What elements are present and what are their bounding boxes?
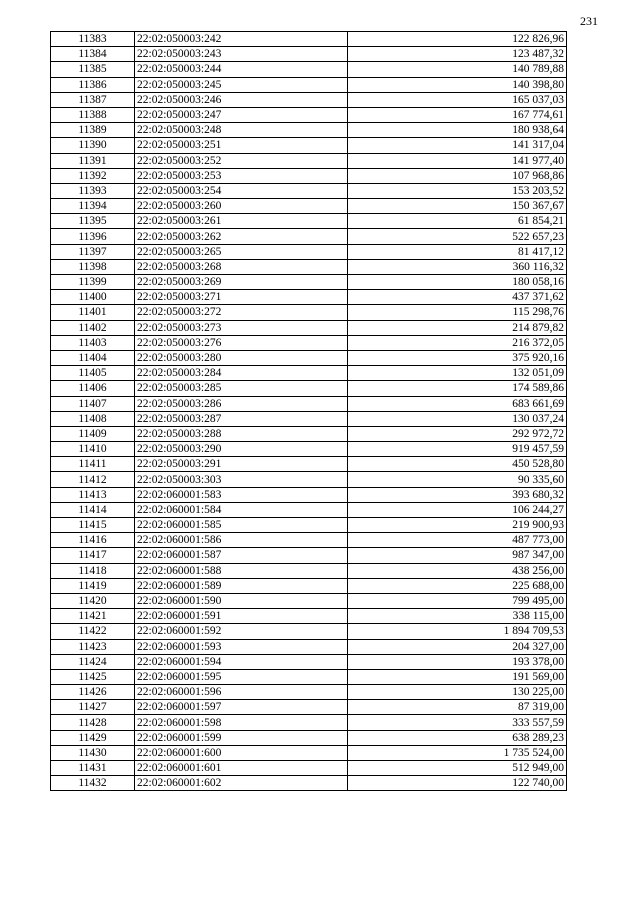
row-number-cell: 11425 [51,669,135,684]
cadastral-number-cell: 22:02:050003:268 [135,259,348,274]
cadastral-value-cell: 216 372,05 [348,335,567,350]
table-row [51,259,567,274]
cadastral-number-cell: 22:02:050003:273 [135,320,348,335]
table-row [51,320,567,335]
table-row [51,457,567,472]
table-row [51,533,567,548]
cadastral-value-cell: 987 347,00 [348,548,567,563]
cadastral-number-cell: 22:02:050003:265 [135,244,348,259]
table-row [51,229,567,244]
cadastral-value-cell: 180 058,16 [348,275,567,290]
table-row [51,563,567,578]
table-row [51,366,567,381]
cadastral-value-cell: 153 203,52 [348,183,567,198]
row-number-cell: 11385 [51,62,135,77]
row-number-cell: 11420 [51,593,135,608]
table-row [51,776,567,791]
row-number-cell: 11423 [51,639,135,654]
table-row [51,77,567,92]
cadastral-number-cell: 22:02:050003:290 [135,442,348,457]
cadastral-value-cell: 132 051,09 [348,366,567,381]
cadastral-number-cell: 22:02:060001:587 [135,548,348,563]
row-number-cell: 11432 [51,776,135,791]
cadastral-value-cell: 174 589,86 [348,381,567,396]
cadastral-number-cell: 22:02:060001:600 [135,745,348,760]
cadastral-value-cell: 141 317,04 [348,138,567,153]
cadastral-value-cell: 225 688,00 [348,578,567,593]
cadastral-value-cell: 106 244,27 [348,502,567,517]
table-row [51,305,567,320]
cadastral-number-cell: 22:02:050003:291 [135,457,348,472]
row-number-cell: 11393 [51,183,135,198]
row-number-cell: 11389 [51,123,135,138]
row-number-cell: 11412 [51,472,135,487]
cadastral-number-cell: 22:02:050003:261 [135,214,348,229]
table-row [51,518,567,533]
cadastral-value-cell: 393 680,32 [348,487,567,502]
row-number-cell: 11399 [51,275,135,290]
row-number-cell: 11404 [51,350,135,365]
cadastral-number-cell: 22:02:050003:286 [135,396,348,411]
cadastral-value-cell: 219 900,93 [348,518,567,533]
row-number-cell: 11415 [51,518,135,533]
table-row [51,107,567,122]
cadastral-value-cell: 512 949,00 [348,761,567,776]
cadastral-number-cell: 22:02:050003:252 [135,153,348,168]
row-number-cell: 11391 [51,153,135,168]
table-row [51,153,567,168]
row-number-cell: 11394 [51,199,135,214]
cadastral-value-cell: 167 774,61 [348,107,567,122]
row-number-cell: 11417 [51,548,135,563]
cadastral-value-cell: 107 968,86 [348,168,567,183]
row-number-cell: 11398 [51,259,135,274]
cadastral-value-cell: 130 225,00 [348,685,567,700]
row-number-cell: 11431 [51,761,135,776]
row-number-cell: 11401 [51,305,135,320]
cadastral-value-cell: 90 335,60 [348,472,567,487]
row-number-cell: 11411 [51,457,135,472]
cadastral-value-cell: 193 378,00 [348,654,567,669]
row-number-cell: 11384 [51,47,135,62]
cadastral-number-cell: 22:02:050003:254 [135,183,348,198]
row-number-cell: 11387 [51,92,135,107]
table-row [51,350,567,365]
row-number-cell: 11407 [51,396,135,411]
row-number-cell: 11395 [51,214,135,229]
table-row [51,396,567,411]
cadastral-number-cell: 22:02:050003:280 [135,350,348,365]
table-row [51,335,567,350]
row-number-cell: 11400 [51,290,135,305]
cadastral-value-cell: 180 938,64 [348,123,567,138]
cadastral-number-cell: 22:02:050003:285 [135,381,348,396]
table-row [51,442,567,457]
row-number-cell: 11416 [51,533,135,548]
cadastral-number-cell: 22:02:060001:593 [135,639,348,654]
table-row [51,761,567,776]
table-row [51,548,567,563]
table-row [51,487,567,502]
cadastral-value-cell: 191 569,00 [348,669,567,684]
table-row [51,700,567,715]
row-number-cell: 11428 [51,715,135,730]
cadastral-value-cell: 122 740,00 [348,776,567,791]
row-number-cell: 11418 [51,563,135,578]
table-row [51,290,567,305]
cadastral-number-cell: 22:02:060001:588 [135,563,348,578]
cadastral-value-cell: 375 920,16 [348,350,567,365]
table-row [51,426,567,441]
cadastral-number-cell: 22:02:060001:597 [135,700,348,715]
row-number-cell: 11392 [51,168,135,183]
cadastral-number-cell: 22:02:060001:595 [135,669,348,684]
cadastral-value-cell: 333 557,59 [348,715,567,730]
cadastral-number-cell: 22:02:050003:247 [135,107,348,122]
cadastral-number-cell: 22:02:060001:602 [135,776,348,791]
cadastral-number-cell: 22:02:050003:251 [135,138,348,153]
row-number-cell: 11427 [51,700,135,715]
row-number-cell: 11405 [51,366,135,381]
table-row [51,244,567,259]
cadastral-number-cell: 22:02:060001:601 [135,761,348,776]
cadastral-number-cell: 22:02:060001:594 [135,654,348,669]
cadastral-value-cell: 61 854,21 [348,214,567,229]
table-row [51,32,567,47]
table-row [51,624,567,639]
table-row [51,593,567,608]
cadastral-number-cell: 22:02:060001:585 [135,518,348,533]
row-number-cell: 11410 [51,442,135,457]
row-number-cell: 11397 [51,244,135,259]
table-row [51,381,567,396]
cadastral-number-cell: 22:02:050003:271 [135,290,348,305]
row-number-cell: 11406 [51,381,135,396]
row-number-cell: 11421 [51,609,135,624]
cadastral-number-cell: 22:02:050003:284 [135,366,348,381]
cadastral-value-cell: 522 657,23 [348,229,567,244]
table-row [51,62,567,77]
table-row [51,715,567,730]
row-number-cell: 11413 [51,487,135,502]
cadastral-number-cell: 22:02:050003:288 [135,426,348,441]
cadastral-value-cell: 1 735 524,00 [348,745,567,760]
cadastral-number-cell: 22:02:050003:242 [135,32,348,47]
cadastral-value-cell: 150 367,67 [348,199,567,214]
cadastral-number-cell: 22:02:060001:584 [135,502,348,517]
cadastral-value-cell: 115 298,76 [348,305,567,320]
cadastral-number-cell: 22:02:050003:244 [135,62,348,77]
table-row [51,183,567,198]
cadastral-value-cell: 140 398,80 [348,77,567,92]
cadastral-number-cell: 22:02:050003:243 [135,47,348,62]
row-number-cell: 11429 [51,730,135,745]
table-row [51,609,567,624]
cadastral-value-cell: 141 977,40 [348,153,567,168]
cadastral-number-cell: 22:02:060001:591 [135,609,348,624]
table-row [51,138,567,153]
row-number-cell: 11388 [51,107,135,122]
cadastral-number-cell: 22:02:050003:276 [135,335,348,350]
row-number-cell: 11383 [51,32,135,47]
cadastral-number-cell: 22:02:050003:269 [135,275,348,290]
cadastral-number-cell: 22:02:060001:589 [135,578,348,593]
table-row [51,502,567,517]
row-number-cell: 11430 [51,745,135,760]
cadastral-number-cell: 22:02:060001:592 [135,624,348,639]
cadastral-number-cell: 22:02:050003:262 [135,229,348,244]
cadastral-number-cell: 22:02:050003:287 [135,411,348,426]
cadastral-value-cell: 292 972,72 [348,426,567,441]
cadastral-value-cell: 683 661,69 [348,396,567,411]
table-row [51,654,567,669]
table-row [51,47,567,62]
row-number-cell: 11403 [51,335,135,350]
cadastral-number-cell: 22:02:050003:303 [135,472,348,487]
row-number-cell: 11408 [51,411,135,426]
cadastral-value-cell: 450 528,80 [348,457,567,472]
cadastral-number-cell: 22:02:060001:598 [135,715,348,730]
cadastral-number-cell: 22:02:060001:586 [135,533,348,548]
cadastral-value-cell: 81 417,12 [348,244,567,259]
row-number-cell: 11426 [51,685,135,700]
cadastral-value-cell: 438 256,00 [348,563,567,578]
cadastral-value-cell: 919 457,59 [348,442,567,457]
cadastral-number-cell: 22:02:050003:272 [135,305,348,320]
row-number-cell: 11402 [51,320,135,335]
table-row [51,745,567,760]
cadastral-value-cell: 140 789,88 [348,62,567,77]
row-number-cell: 11396 [51,229,135,244]
cadastral-value-cell: 799 495,00 [348,593,567,608]
cadastral-value-cell: 487 773,00 [348,533,567,548]
cadastral-number-cell: 22:02:060001:599 [135,730,348,745]
row-number-cell: 11424 [51,654,135,669]
cadastral-value-cell: 437 371,62 [348,290,567,305]
table-row [51,578,567,593]
cadastral-number-cell: 22:02:050003:248 [135,123,348,138]
cadastral-value-cell: 204 327,00 [348,639,567,654]
cadastral-value-cell: 87 319,00 [348,700,567,715]
cadastral-value-cell: 360 116,32 [348,259,567,274]
cadastral-value-table [50,31,567,791]
cadastral-value-cell: 130 037,24 [348,411,567,426]
cadastral-number-cell: 22:02:060001:596 [135,685,348,700]
page-number: 231 [580,14,598,28]
table-row [51,669,567,684]
table-row [51,411,567,426]
table-row [51,168,567,183]
table-row [51,639,567,654]
cadastral-value-cell: 214 879,82 [348,320,567,335]
cadastral-number-cell: 22:02:050003:260 [135,199,348,214]
table-body [51,32,567,791]
table-row [51,214,567,229]
row-number-cell: 11390 [51,138,135,153]
cadastral-number-cell: 22:02:050003:245 [135,77,348,92]
cadastral-value-cell: 122 826,96 [348,32,567,47]
cadastral-number-cell: 22:02:060001:583 [135,487,348,502]
row-number-cell: 11422 [51,624,135,639]
row-number-cell: 11386 [51,77,135,92]
table-row [51,472,567,487]
cadastral-value-cell: 1 894 709,53 [348,624,567,639]
table-row [51,92,567,107]
row-number-cell: 11419 [51,578,135,593]
cadastral-value-cell: 338 115,00 [348,609,567,624]
cadastral-number-cell: 22:02:050003:246 [135,92,348,107]
cadastral-number-cell: 22:02:050003:253 [135,168,348,183]
cadastral-value-cell: 165 037,03 [348,92,567,107]
cadastral-value-cell: 638 289,23 [348,730,567,745]
cadastral-value-cell: 123 487,32 [348,47,567,62]
table-row [51,685,567,700]
table-row [51,730,567,745]
table-row [51,123,567,138]
row-number-cell: 11414 [51,502,135,517]
table-row [51,275,567,290]
cadastral-number-cell: 22:02:060001:590 [135,593,348,608]
table-row [51,199,567,214]
row-number-cell: 11409 [51,426,135,441]
